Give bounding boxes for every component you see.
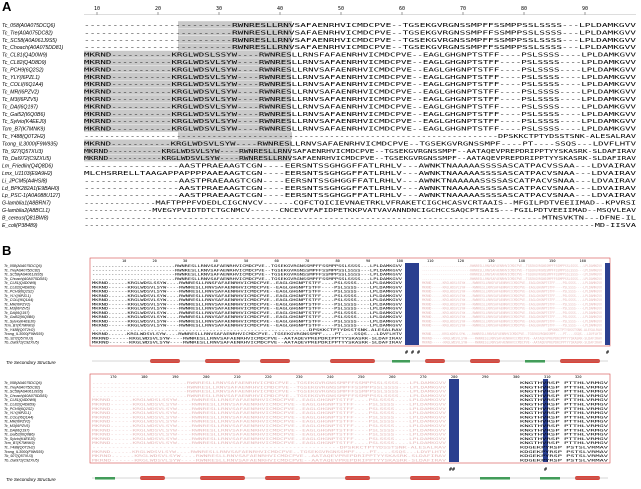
sequence-name: Ld_BPK282A1(E9BAH0) [2,185,60,192]
sequence-text: --------------------------RWNRESLLRNVSAFAENRHVICMDCPVE--TGSEKGVRGNSSMPFFSSMPPSSLSSSS---LPLDAMKGVV [92,263,403,268]
faint-sequence: MKRND------KRGLWDSVLSYW----RWNRESLLRNVSAFAENRHVICMDCPVE--AATAQEVPREPDRIPPTYYSKASRK-SLDAFIRAV [422,335,603,341]
faint-sequence: MKRND------KRGLWDSVLSYW----RWNRESLLRNVSAFAENRHVICMDCPVE--EAGLGHGNPTSTFF----PSLSSSS----LPLDAMKGVV [422,288,603,294]
sequence-text: MKRND------KRGLWDSLSSYW----RWNRESLLRNSFAFAENRHVICMDCPVE--EAGLGHGNPTSTFF----PSLSSSS----LPLDAMKGVV [92,280,404,285]
block-2-markers: ## [449,467,456,473]
sequence-name: Tc_Choach(A0A075DD81) [2,45,64,52]
faint-sequence: ---------------------------------------------------------------DPSKKCTPTYDSSTSNK-ALESALRAV [92,444,448,450]
faint-sequence: MKRND------KRGLWDSVLSYW----RWNRESLLRNVSAFAENRHVICMDCPVE--EAGLGHGNPTSTFF----PSLSSSS----LPLDAMKGVV [92,414,448,420]
sequence-text: MKRND-----------KRGLWDSVLSYW----RWNRESLLRNVSAFAENRHVICMDCPVE--EAGLGHGNPTSTFF----PSLSSSS----LPLDAMKGVV [84,67,638,74]
sequence-text: MKRND-----------KRGLWDSVLSYW----RWNRESLLRNVSAFAENRHVICMDCPVE--EAGLGHGNPTSTFF----PSLSSSS----LPLDAMKGVV [84,111,638,118]
sequence-text: MKRND------KRGLWDSVLSYW----RWNRESLLRNVSAFAENRHVICMDCPVE--EAGLGHGNPTSTFF----PSLSSSS----LPLDAMKGVV [92,305,404,311]
faint-sequence: MKRND------KRGLWDSVLSYW----RWNRESLLRNVSAFAENRHVICMDCPVE--EAGLGHGNPTSTFF----PSLSSSS----LPLDAMKGVV [92,427,448,433]
sequence-name: Tc_PCH9(6Q2S2) [4,289,34,294]
ruler-tick-label: 60 [274,259,279,263]
block-1-conserved-column-blue [405,263,419,345]
sequence-name: Tc_058(A0A075DCQ6) [2,23,56,29]
faint-sequence: MKRND------KRGLWDSVLSYW----RWNRESLLRNVSAFAENRHVICMDCPVE--EAGLGHGNPTSTFF----PSLSSSS----LPLDAMKGVV [422,314,603,319]
sequence-text: MKRND------KRGLWDSVLSYW----RWNRESLLRNVSAFAENRHVICMDCPVE--EAGLGHGNPTSTFF----PSLSSSS----LPLDAMKGVV [92,322,404,328]
panel-b-block-1 [4,258,610,365]
sequence-text: KNGTHVRSP PTTHLVRMGV [520,405,610,411]
sequence-text: MKRND-----------KRGLWDSVLSYW----RWNRESLLRNVSAFAENRHVICMDCPVE--EAGLGHGNPTSTFF----PSLSSSS----LPLDAMKGVV [84,126,638,133]
panel-a-sequences [84,23,637,229]
sequence-text: KNGTHVRSP PTTHLVRMGV [520,440,610,446]
sequence-name: Tc_CL82(Q4D8D9) [2,60,47,66]
faint-sequence: --------------------------RWNRESLLRNVSAFAENRHVICMDCPVE--TGSEKGVRGNSSMPFFSSMPPSSLSSSS---LPLDAMKGVV [92,384,448,390]
ruler-tick-label: 30 [216,6,223,12]
ruler-tick-label: 250 [358,375,365,379]
sequence-text: MKRND-----------KRGLWDSVLSYW----RWNRESLLRNVSAFAENRHVICMDCPVE--EAGLGHGNPTSTFF----PSLSSSS----LPLDAMKGVV [84,104,638,111]
sequence-text: MKRND-----------KRGLWDSVLSYW----RWNRESLLRNVSAFAENRHVICMDCPVE--TGSEKGVRGNSSMPF----PT----SSQS---LDVFLHTV [84,141,638,148]
faint-sequence: MKRND------KRGLWDSVLSYW----RWNRESLLRNVSAFAENRHVICMDCPVE--TGSEKGVRGNSSMPF----PT----SSQS---LDVFLHTV [92,448,448,454]
sequence-name: Tb_927(Q57XU3) [2,148,43,155]
block-2-marker-last: # [544,467,548,473]
sequence-text: -----------------AASTPRAEAAGTCGN----EERSNTSSGHGGFFATLRHLV---AWNKTNAAAAASSSSASCATPACVSNAA---LDVAIRAV [84,193,638,200]
sequence-text: ---------------------------------------------------------------------------------DPSKKCTPTYDSSTSNK-ALESALRAV [84,134,637,140]
ruler-tick-label: 200 [203,375,210,379]
sequence-name: Tc_CL82(Q4D8D9) [4,402,36,407]
sequence-name: Tc_Sylvio(K4EEJ0) [4,436,36,441]
sequence-name: Tc_COLI(I6Q1A4) [4,298,34,302]
sequence-text: MKRND------KRGLWDSVLSYW----RWNRESLLRNVSAFAENRHVICMDCPVE--EAGLGHGNPTSTFF----PSLSSSS----LPLDAMKGVV [92,288,404,294]
block-2-secondary-structure [92,476,608,480]
sequence-name: Tc_SC58(A0A061J9S5) [4,272,44,277]
panel-b [2,243,610,482]
faint-sequence: MKRND------KRGLWDSLSSYW----RWNRESLLRNSFAFAENRHVICMDCPVE--EAGLGHGNPTSTFF----PSLSSSS----LPLDAMKGVV [92,397,448,403]
faint-sequence: MKRND------KRGLWDSVLSYW----RWNRESLLRNVSAFAENRHVICMDCPVE--EAGLGHGNPTSTFF----PSLSSSS----LPLDAMKGVV [92,435,448,441]
sequence-name: Tc_M3(I6PZV5) [2,97,39,103]
sequence-name: Tc_Sylvio(K4EEJ0) [4,319,36,324]
ruler-tick-label: 10 [94,6,101,12]
sequence-text: KNGTHVRSP PTTHLVRMGV [520,384,610,390]
ruler-tick-label: 40 [277,6,284,12]
block-1-conserved-column-blue-right [605,263,610,345]
ruler-tick-label: 20 [152,259,157,263]
ruler-tick-label: 20 [155,6,162,12]
sequence-text: --------------------------RWNRESLLRNVSAFAENRHVICMDCPVE--TGSEKGVRGNSSMPFFSSMPPSSLSSSS---LPLDAMKGVV [84,30,638,37]
faint-sequence: MKRND------KRGLWDSVLSYW----RWNRESLLRNVSAFAENRHVICMDCPVE--EAGLGHGNPTSTFF----PSLSSSS----LPLDAMKGVV [422,297,603,302]
ruler-tick-label: 260 [389,375,396,379]
block-2-sequence-names [4,381,48,462]
faint-sequence: MKRND------KRGLWDSVLSYW----RWNRESLLRNVSAFAENRHVICMDCPVE--EAGLGHGNPTSTFF----PSLSSSS----LPLDAMKGVV [422,284,603,290]
sequence-name: Tb_DaI972(C9ZXU5) [4,458,39,463]
sequence-name: Tc_Tre(A0A075DC82) [4,268,41,273]
strand-segment [525,360,545,363]
sequence-name: Tcong_IL3000(F9W935) [4,449,44,454]
sequence-name: Tb_DaI972(C9ZXU5) [2,156,52,163]
faint-sequence: MKRND------KRGLWDSVLSYW----RWNRESLLRNVSAFAENRHVICMDCPVE--AATAQEVPREPDRIPPTYYSKASRK-SLDAFIRAV [92,457,448,463]
sequence-name: Lm_Friedlin(Q4Q8D6) [2,163,54,170]
faint-sequence: --------------------------RWNRESLLRNVSAFAENRHVICMDCPVE--TGSEKGVRGNSSMPFFSSMPPSSLSSSS---LPLDAMKGVV [422,267,603,273]
sequence-name: Tc_COLI(I6Q1A4) [4,415,34,420]
ruler-tick-label: 190 [172,375,179,379]
strand-segment [540,477,560,480]
sequence-text: ---------------------------------------------------------------------------------------------------MD-IISVA [84,222,637,229]
ruler-tick-label: 40 [213,259,218,263]
ruler-tick-label: 50 [338,6,345,12]
sequence-name: Tc_CL81(Q4D0W9) [4,398,37,403]
sequence-text: KNGTHVRSP PTTHLVRMGV [520,380,610,385]
sequence-text: MKRND------KRGLWDSVLSYW----RWNRESLLRNVSAFAENRHVICMDCPVE--EAGLGHGNPTSTFF----PSLSSSS----LPLDAMKGVV [92,284,404,290]
faint-sequence: MKRND------KRGLWDSLSSYW----RWNRESLLRNSFAFAENRHVICMDCPVE--EAGLGHGNPTSTFF----PSLSSSS----LPLDAMKGVV [422,280,603,285]
sequence-name: G-lamblia2(A8BCL1) [2,208,50,214]
block-1-secondary-structure [92,359,608,363]
strand-segment [95,477,115,480]
panel-a-sequence-names [2,23,64,229]
sequence-name: Tc_DA(I6Q197) [4,428,30,433]
sequence-name: Tb_DaI972(C9ZXU5) [4,340,39,345]
ruler-tick-label: 60 [399,6,406,12]
block-1-sequence-names [4,264,48,345]
panel-a [2,0,637,229]
sequence-text: MKRND-----------KRGLWDSVLSYW----RWNRESLLRNVSAFAENRHVICMDCPVE--EAGLGHGNPTSTFF----PSLSSSS----LPLDAMKGVV [84,89,638,96]
ruler-tick-label: 300 [513,375,520,379]
sequence-text: KNGTHVRSP PTTHLVRMGV [520,427,610,433]
faint-sequence: MKRND------KRGLWDSVLSYW----RWNRESLLRNVSAFAENRHVICMDCPVE--EAGLGHGNPTSTFF----PSLSSSS----LPLDAMKGVV [422,305,603,311]
sequence-text: MLCHSRRELLTAAGAPPAPPPPAAEAAGTCGN----EERSNTSSGHGGFFATLRHLV---AWNKTNAAAAASSSSASCATPACVSNAA---LDVAIRAV [84,171,638,177]
faint-sequence: MKRND------KRGLWDSVLSYW----RWNRESLLRNVSAFAENRHVICMDCPVE--EAGLGHGNPTSTFF----PSLSSSS----LPLDAMKGVV [92,410,448,416]
sequence-name: Tcm_B7(K7MNK9) [4,323,35,328]
sequence-text: KNGTHVRSP PTTHLVRMGV [520,388,610,394]
sequence-text: -----------------AASTPRAEAAGTCGN----EERSNTSSGHGGFFATLRHLV---AWNKTNAAAAASSSSASCATPACVSSAA---LDVAIRAV [84,163,638,170]
ruler-tick-label: 280 [451,375,458,379]
faint-sequence: --------------------------RWNRESLLRNVSAFAENRHVICMDCPVE--TGSEKGVRGNSSMPFFSSMPPSSLSSSS---LPLDAMKGVV [422,263,603,268]
faint-sequence: MKRND------KRGLWDSVLSYW----RWNRESLLRNVSAFAENRHVICMDCPVE--EAGLGHGNPTSTFF----PSLSSSS----LPLDAMKGVV [422,301,603,307]
ruler-tick-label: 230 [296,375,303,379]
ruler-tick-label: 10 [122,259,127,263]
sequence-text: --------------------------RWNRESLLRNVSAFAENRHVICMDCPVE--TGSEKGVRGNSSMPFFSSMPPSSLSSSS---LPLDAMKGVV [84,37,638,44]
panel-a-label: A [2,0,12,14]
sequence-text: --------------------------RWNRESLLRNVSAFAENRHVICMDCPVE--TGSEKGVRGNSSMPFFSSMPPSSLSSSS---LPLDAMKGVV [92,275,403,281]
sequence-text: MKRND-----------KRGLWDSVLSYW----RWNRESLLRNVSAFAENRHVICMDCPVE--EAGLGHGNPTSTFF----PSLSSSS----LPLDAMKGVV [84,119,638,126]
ruler-tick-label: 270 [420,375,427,379]
block-2-ss-label: Tre Secondary Structure [6,477,56,482]
faint-sequence: MKRND------KRGLWDSVLSYW----RWNRESLLRNVSAFAENRHVICMDCPVE--EAGLGHGNPTSTFF----PSLSSSS----LPLDAMKGVV [422,292,603,298]
ruler-tick-label: 90 [582,6,589,12]
faint-sequence: --------------------------RWNRESLLRNVSAFAENRHVICMDCPVE--TGSEKGVRGNSSMPFFSSMPPSSLSSSS---LPLDAMKGVV [92,392,448,398]
sequence-name: Tc_CL81(Q4D0W9) [2,52,48,59]
sequence-name: Lmx_U1103(E9A9H2) [2,171,53,177]
faint-sequence: MKRND------KRGLWDSVLSYW----RWNRESLLRNVSAFAENRHVICMDCPVE--EAGLGHGNPTSTFF----PSLSSSS----LPLDAMKGVV [422,309,603,315]
sequence-text: --------------------------RWNRESLLRNVSAFAENRHVICMDCPVE--TGSEKGVRGNSSMPFFSSMPPSSLSSSS---LPLDAMKGVV [84,45,638,52]
ruler-tick-label: 210 [234,375,241,379]
sequence-text: KNGTHVRSP PTTHLVRMGV [520,392,610,398]
sequence-name: Tc_MR(I6PZV2) [2,89,39,96]
faint-sequence: --------------------------RWNRESLLRNVSAFAENRHVICMDCPVE--TGSEKGVRGNSSMPFFSSMPPSSLSSSS---LPLDAMKGVV [422,271,603,277]
faint-sequence: MKRND------KRGLWDSVLSYW----RWNRESLLRNVSAFAENRHVICMDCPVE--EAGLGHGNPTSTFF----PSLSSSS----LPLDAMKGVV [92,440,448,446]
strand-segment [392,360,410,363]
sequence-text: KDGEKPYRSP PSTSLVRMAV [520,448,610,454]
ruler-tick-label: 220 [265,375,272,379]
faint-sequence: MKRND------KRGLWDSVLSYW----RWNRESLLRNVSAFAENRHVICMDCPVE--EAGLGHGNPTSTFF----PSLSSSS----LPLDAMKGVV [422,318,603,324]
sequence-text: -----------------AASTPRAEAAGTCGN----EERSNTSSGHGGFFATLRHLV---AWNKTNAAAAASSSSASCATPACVSNAA---LDVAIRAV [84,178,638,185]
faint-sequence: ---------------------------------------------------------------DPSKKCTPTYDSSTSNK-ALESALRAV [422,326,603,332]
sequence-text: MKRND-----------KRGLWDSVLSYW----RWNRESLLRNVSAFAENRHVICMDCPVE--EAGLGHGNPTSTFF----PSLSSSS----LPLDAMKGVV [84,97,638,103]
ruler-tick-label: 170 [110,375,117,379]
sequence-text: --------------MAFTPPPFVDEDLCIGCNVCV------CQFCTQICIEVNAETRKLVFRAKETCIGCHCASVCRTAAIS--MFGILPDTVEEIIMAD--KPVRSI [84,200,636,207]
ruler-tick-label: 80 [521,6,528,12]
ruler-tick-label: 290 [482,375,489,379]
block-2-faint-sequences [92,380,447,462]
sequence-text: ---------------------------------------------------------------DPSKKCTPTYDSSTSNK-ALESALRAV [92,326,404,332]
sequence-name: B_cereus(Q81BW8) [2,215,49,222]
sequence-text: KNGTHVRSP PTTHLVRMGV [520,418,610,424]
sequence-text: MKRND------KRGLWDSVLSYW----RWNRESLLRNVSAFAENRHVICMDCPVE--EAGLGHGNPTSTFF----PSLSSSS----LPLDAMKGVV [92,318,404,324]
sequence-name: Tc_058(A0A075DCQ6) [4,264,42,268]
sequence-text: --------------------------RWNRESLLRNVSAFAENRHVICMDCPVE--TGSEKGVRGNSSMPFFSSMPPSSLSSSS---LPLDAMKGVV [84,23,638,29]
sequence-name: Tc_Tre(A0A075DC82) [2,30,53,37]
sequence-name: G-lamblia1(A8BRN7) [2,200,51,207]
sequence-name: Tc_YLY(I6PZL1) [4,293,31,298]
ruler-tick-label: 120 [457,259,464,263]
block-1-markers: # # # [405,350,421,356]
sequence-text: KNGTHVRSP PTTHLVRMGV [520,414,610,420]
panel-a-ruler [84,6,636,15]
sequence-name: Tc_MR(I6PZV2) [4,302,31,307]
sequence-name: Tc_Y488(Q0T2H2) [4,327,35,332]
ruler-tick-label: 180 [141,375,148,379]
ruler-tick-label: 100 [396,259,403,263]
sequence-name: Tc_COLI(I6Q1A4) [2,82,44,89]
sequence-text: --------------------------RWNRESLLRNVSAFAENRHVICMDCPVE--TGSEKGVRGNSSMPFFSSMPPSSLSSSS---LPLDAMKGVV [92,271,403,277]
sequence-name: Tc_Choach(A0A075DD81) [4,393,48,398]
sequence-name: Tcm_B7(K7MNK9) [2,126,46,133]
ruler-tick-label: 130 [488,259,495,263]
sequence-text: MKRND------KRGLWDSVLSYW----RWNRESLLRNVSAFAENRHVICMDCPVE--TGSEKGVRGNSSMPF----PT----SSQS---LDVFLHTV [92,331,403,336]
strand-segment [480,477,510,480]
sequence-name: Tb_927(Q57XU3) [4,336,34,341]
sequence-name: Tc_Choach(A0A075DD81) [4,276,48,281]
sequence-text: -----------------AASTPRAEAAGTCGN----EERSNTSSGHGGFFATLRHLV---AWNKTNAAAAASSSSASCATPACVSNAA---LDVAIRAV [84,185,638,192]
sequence-name: Tc_Y488(Q0T2H2) [2,134,46,140]
ruler-tick-label: 90 [366,259,371,263]
sequence-name: Tc_MR(I6PZV2) [4,419,31,424]
sequence-name: Tc_Y488(Q0T2H2) [4,445,35,450]
ruler-tick-label: 310 [544,375,551,379]
sequence-text: MKRND-----------KRGLWDSVLSYW----RWNRESLLRNVSAFAENRHVICMDCPVE--EAGLGHGNPTSTFF----PSLSSSS----LPLDAMKGVV [84,74,638,81]
sequence-text: MKRND-----------KRGLWDSVLSYW----RWNRESLLRNVSAFAENRHVICMDCPVE--EAGLGHGNPTSTFF----PSLSSSS----LPLDAMKGVV [84,60,638,66]
sequence-name: Tc_Gal52(I6Q0B6) [4,432,35,437]
faint-sequence: --------------------------RWNRESLLRNVSAFAENRHVICMDCPVE--TGSEKGVRGNSSMPFFSSMPPSSLSSSS---LPLDAMKGVV [92,380,448,385]
sequence-name: Tc_Sylvio(K4EEJ0) [2,119,47,126]
sequence-name: Li_JPCM5(A4HSI8) [2,178,48,185]
sequence-text: ----------------------------------------------------------------------------------------MTNSVKTN---DFNE-IL [84,215,637,222]
sequence-name: Tcm_B7(K7MNK9) [4,441,35,446]
sequence-name: Tc_YLY(I6PZL1) [2,74,40,81]
block-2-ruler [110,375,582,379]
ruler-tick-label: 80 [335,259,340,263]
sequence-name: Tc_SC58(A0A061J9S5) [2,37,57,44]
faint-sequence: --------------------------RWNRESLLRNVSAFAENRHVICMDCPVE--TGSEKGVRGNSSMPFFSSMPPSSLSSSS---LPLDAMKGVV [92,388,448,394]
panel-b-block-2 [4,374,610,482]
sequence-text: KNGTHVRSP PTTHLVRMGV [520,431,610,437]
sequence-name: Tc_Tre(A0A075DC82) [4,385,41,390]
faint-sequence: MKRND------KRGLWDSVLSYW----RWNRESLLRNVSAFAENRHVICMDCPVE--TGSEKGVRGNSSMPF----PT----SSQS---LDVFLHTV [422,331,603,336]
sequence-name: Tc_PCH9(6Q2S2) [2,67,44,74]
faint-sequence: MKRND------KRGLWDSVLSYW----RWNRESLLRNVSAFAENRHVICMDCPVE--EAGLGHGNPTSTFF----PSLSSSS----LPLDAMKGVV [92,401,448,407]
sequence-text: MKRND------KRGLWDSVLSYW----RWNRESLLRNVSAFAENRHVICMDCPVE--AATAQEVPREPDRIPPTYYSKASRK-SLDAFIRAV [92,335,404,341]
faint-sequence: MKRND------KRGLWDSVLSYW----RWNRESLLRNVSAFAENRHVICMDCPVE--AATAQEVPREPDRIPPTYYSKASRK-SLDAFIRAV [422,339,603,345]
ruler-tick-label: 320 [575,375,582,379]
sequence-text: MKRND-----------KRGLWDSVLSYW----RWNRESLLRNVSAFAENRHVICMDCPVE--TGSEKGVRGNSSMPF--AATAQEVPREPDRIPPTYYSKASRK-SLDAFIRAV [84,156,637,163]
block-1-ss-label: Tre Secondary Structure [6,360,56,365]
sequence-name: Tc_058(A0A075DCQ6) [4,381,42,385]
sequence-text: KNGTHVRSP PTTHLVRMGV [520,401,610,407]
sequence-name: E_coli(P38489) [2,222,38,229]
sequence-name: Lp_PSC-1(A0A088U127) [2,193,61,200]
panel-b-label: B [2,243,12,258]
ruler-tick-label: 150 [549,259,556,263]
faint-sequence: MKRND------KRGLWDSVLSYW----RWNRESLLRNVSAFAENRHVICMDCPVE--EAGLGHGNPTSTFF----PSLSSSS----LPLDAMKGVV [92,405,448,411]
faint-sequence: MKRND------KRGLWDSVLSYW----RWNRESLLRNVSAFAENRHVICMDCPVE--EAGLGHGNPTSTFF----PSLSSSS----LPLDAMKGVV [92,423,448,428]
sequence-text: KNGTHVRSP PTTHLVRMGV [520,397,610,403]
ruler-tick-label: 50 [244,259,249,263]
sequence-name: Tcong_IL3000(F9W935) [2,141,58,148]
ruler-tick-label: 160 [579,259,586,263]
sequence-name: Tc_YLY(I6PZL1) [4,411,31,416]
sequence-name: Tb_927(Q57XU3) [4,454,34,459]
faint-sequence: MKRND------KRGLWDSVLSYW----RWNRESLLRNVSAFAENRHVICMDCPVE--EAGLGHGNPTSTFF----PSLSSSS----LPLDAMKGVV [422,322,603,328]
sequence-name: Tc_M3(I6PZV5) [4,424,30,428]
sequence-name: Tc_DA(I6Q197) [4,310,30,315]
sequence-name: Tc_SC58(A0A061J9S5) [4,389,44,394]
sequence-name: Tc_Gal52(I6Q0B6) [4,315,35,319]
sequence-name: Tc_PCH9(6Q2S2) [4,406,34,411]
sequence-text: KNGTHVRSP PTTHLVRMGV [520,423,610,428]
ruler-tick-label: 240 [327,375,334,379]
sequence-name: Tc_DA(I6Q197) [2,104,38,111]
sequence-text: KNGTHVRSP PTTHLVRMGV [520,410,610,416]
sequence-text: MKRND-----------KRGLWDSVLSYW----RWNRESLLRNVSAFAENRHVICMDCPVE--TGSEKGVRGNSSMPF--AATAQEVPREPDRIPPTYYSKASRK-SLDAFIRAV [84,148,637,155]
block-1-marker-last: # [606,350,610,356]
sequence-text: MKRND-----------KRGLWDSVLSYW----RWNRESLLRNVSAFAENRHVICMDCPVE--EAGLGHGNPTSTFF----PSLSSSS----LPLDAMKGVV [84,82,638,89]
sequence-text: --------------MVEGYPVIDTDTCTGCNMCV------CNCEVVFAFIDPETKKPVATVAVANNDNCIGCHCCSAQCPTSAIS---FGILPDTVEEIIMAD--MSQVLEAV [84,208,637,214]
sequence-text: KDGEKPYRSP PSTSLVRMAV [520,444,610,450]
sequence-name: Tc_CL81(Q4D0W9) [4,281,37,285]
ruler-tick-label: 140 [518,259,525,263]
block-2-conserved-column-blue [449,379,459,462]
faint-sequence: MKRND------KRGLWDSVLSYW----RWNRESLLRNVSAFAENRHVICMDCPVE--EAGLGHGNPTSTFF----PSLSSSS----LPLDAMKGVV [92,431,448,437]
faint-sequence: MKRND------KRGLWDSVLSYW----RWNRESLLRNVSAFAENRHVICMDCPVE--AATAQEVPREPDRIPPTYYSKASRK-SLDAFIRAV [92,453,448,459]
sequence-text: MKRND------KRGLWDSVLSYW----RWNRESLLRNVSAFAENRHVICMDCPVE--EAGLGHGNPTSTFF----PSLSSSS----LPLDAMKGVV [92,292,404,298]
sequence-text: MKRND-----------KRGLWDSLSSYW----RWNRESLLRNSFAFAENRHVICMDCPVE--EAGLGHGNPTSTFF----PSLSSSS----LPLDAMKGVV [84,52,638,59]
sequence-text: --------------------------RWNRESLLRNVSAFAENRHVICMDCPVE--TGSEKGVRGNSSMPFFSSMPPSSLSSSS---LPLDAMKGVV [92,267,403,273]
sequence-name: Tc_CL82(Q4D8D9) [4,285,36,290]
sequence-name: Tcong_IL3000(F9W935) [4,332,44,336]
faint-sequence: --------------------------RWNRESLLRNVSAFAENRHVICMDCPVE--TGSEKGVRGNSSMPFFSSMPPSSLSSSS---LPLDAMKGVV [422,275,603,281]
faint-sequence: MKRND------KRGLWDSVLSYW----RWNRESLLRNVSAFAENRHVICMDCPVE--EAGLGHGNPTSTFF----PSLSSSS----LPLDAMKGVV [92,418,448,424]
sequence-text: MKRND------KRGLWDSVLSYW----RWNRESLLRNVSAFAENRHVICMDCPVE--EAGLGHGNPTSTFF----PSLSSSS----LPLDAMKGVV [92,309,404,315]
sequence-text: KDGEKPYRSP PSTSLVRMAV [520,457,610,463]
ruler-tick-label: 70 [305,259,310,263]
sequence-text: MKRND------KRGLWDSVLSYW----RWNRESLLRNVSAFAENRHVICMDCPVE--AATAQEVPREPDRIPPTYYSKASRK-SLDAFIRAV [92,339,404,345]
sequence-text: MKRND------KRGLWDSVLSYW----RWNRESLLRNVSAFAENRHVICMDCPVE--EAGLGHGNPTSTFF----PSLSSSS----LPLDAMKGVV [92,314,404,319]
sequence-text: KNGTHVRSP PTTHLVRMGV [520,435,610,441]
sequence-text: MKRND------KRGLWDSVLSYW----RWNRESLLRNVSAFAENRHVICMDCPVE--EAGLGHGNPTSTFF----PSLSSSS----LPLDAMKGVV [92,297,404,302]
ruler-tick-label: 30 [183,259,188,263]
ruler-tick-label: 70 [460,6,467,12]
sequence-name: Tc_Gal52(I6Q0B6) [2,111,46,118]
ruler-tick-label: 110 [427,259,434,263]
sequence-name: Tc_M3(I6PZV5) [4,306,30,311]
sequence-text: KDGEKPYRSP PSTSLVRMAV [520,453,610,459]
sequence-text: MKRND------KRGLWDSVLSYW----RWNRESLLRNVSAFAENRHVICMDCPVE--EAGLGHGNPTSTFF----PSLSSSS----LPLDAMKGVV [92,301,404,307]
block-2-right-sequences [520,380,609,462]
block-1-sequences [92,263,603,345]
